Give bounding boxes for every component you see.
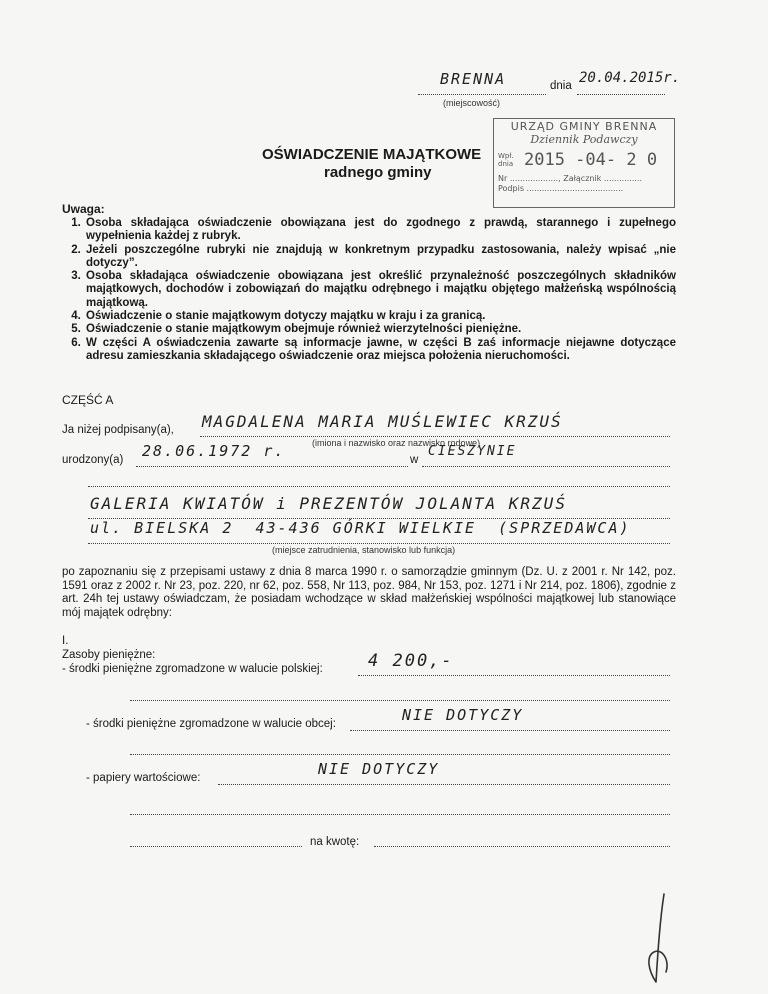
- note-item: 1. Osoba składająca oświadczenie obowiązana jest do zgodnego z prawdą, starannego i zupełnego wypełnienia każdej z rubryk.: [84, 217, 676, 244]
- foreign-field: [350, 706, 670, 731]
- date-value: 20.04.2015r.: [579, 70, 681, 86]
- notes-list: [62, 217, 676, 363]
- blank-line: [88, 472, 670, 487]
- name-caption: (imiona i nazwisko oraz nazwisko rodowe): [312, 438, 481, 448]
- stamp-received-label: Wpł. dnia: [498, 152, 514, 168]
- born-label: urodzony(a): [62, 454, 124, 466]
- employment-field-1: [88, 494, 670, 519]
- document-title: OŚWIADCZENIE MAJĄTKOWE: [262, 146, 482, 163]
- securities-field: [218, 760, 670, 785]
- stamp-signature-row: Podpis ......................................: [498, 184, 624, 193]
- amount-prefix-line: [130, 834, 302, 847]
- note-item: 2. Jeżeli poszczególne rubryki nie znajdują w konkretnym przypadku zastosowania, należy wpisać „nie dotyczy”.: [84, 244, 676, 271]
- stamp-received-date: 2015 -04- 2 0: [524, 150, 658, 170]
- date-field: [577, 70, 681, 95]
- blank-line: [130, 688, 670, 701]
- signature-initials: [640, 890, 680, 990]
- note-item: 5. Oświadczenie o stanie majątkowym obejmuje również wierzytelności pieniężne.: [84, 323, 676, 336]
- amount-field: [374, 834, 670, 847]
- legal-statement: po zapoznaniu się z przepisami ustawy z dnia 8 marca 1990 r. o samorządzie gminnym (Dz. U. z 2001 r. Nr 142, poz. 1591 oraz z 2002 r. Nr 23, poz. 220, nr 62, poz. 558, Nr 113, poz. 984, Nr 153, poz. 1271 i Nr 214, poz. 1806), zgodnie z art. 24h tej ustawy oświadczam, że posiadam wchodzące w skład małżeńskiej wspólności majątkowej lub stanowiące mój majątek odrębny:: [62, 566, 676, 619]
- note-item: 3. Osoba składająca oświadczenie obowiązana jest określić przynależność poszczególnych składników majątkowych, dochodów i zobowiązań do majątku odrębnego i majątku objętego małżeńską wspólnością majątkową.: [84, 270, 676, 310]
- employment-value-1: GALERIA KWIATÓW i PREZENTÓW JOLANTA KRZUŚ: [90, 494, 567, 513]
- birth-place-field: [422, 444, 670, 467]
- note-item: 4. Oświadczenie o stanie majątkowym dotyczy majątku w kraju i za granicą.: [84, 310, 676, 323]
- section-number: I.: [62, 635, 69, 647]
- pln-field: [358, 651, 670, 676]
- employment-field-2: [88, 519, 670, 544]
- stamp-nr-label: Nr: [498, 174, 508, 183]
- place-caption: (miejscowość): [443, 98, 501, 108]
- pln-value: 4 200,-: [368, 651, 454, 671]
- stamp-nr-row: Nr ..................., Załącznik ...............: [498, 174, 643, 183]
- registry-stamp: [493, 118, 675, 208]
- date-label: dnia: [550, 80, 572, 92]
- pln-label: - środki pieniężne zgromadzone w walucie polskiej:: [62, 663, 323, 675]
- amount-label: na kwotę:: [310, 836, 360, 848]
- foreign-value: NIE DOTYCZY: [402, 706, 524, 724]
- notes-heading: Uwaga:: [62, 202, 105, 216]
- place-value: BRENNA: [440, 70, 507, 88]
- stamp-journal: Dziennik Podawczy: [530, 133, 638, 146]
- securities-value: NIE DOTYCZY: [318, 760, 440, 778]
- blank-line: [130, 742, 670, 755]
- birth-date-value: 28.06.1972 r.: [142, 442, 286, 460]
- securities-label: - papiery wartościowe:: [86, 772, 201, 784]
- born-in-label: w: [410, 454, 419, 466]
- notes-section: [62, 202, 676, 363]
- section-heading: Zasoby pieniężne:: [62, 649, 156, 661]
- note-item: 6. W części A oświadczenia zawarte są informacje jawne, w części B zaś informacje niejawne dotyczące adresu zamieszkania składającego oświadczenie oraz miejsca położenia nieruchomości.: [84, 337, 676, 364]
- part-a-heading: CZĘŚĆ A: [62, 393, 114, 407]
- stamp-attachment-label: Załącznik: [563, 174, 602, 183]
- birth-date-field: [136, 442, 408, 467]
- foreign-label: - środki pieniężne zgromadzone w walucie obcej:: [86, 718, 336, 730]
- document-subtitle: radnego gminy: [324, 164, 432, 181]
- employment-value-2: ul. BIELSKA 2 43-436 GÓRKI WIELKIE (SPRZEDAWCA): [90, 519, 631, 537]
- blank-line: [130, 802, 670, 815]
- name-value: MAGDALENA MARIA MUŚLEWIEC KRZUŚ: [202, 412, 563, 431]
- name-field: [200, 412, 670, 437]
- stamp-office: URZĄD GMINY BRENNA: [510, 120, 658, 133]
- employment-caption: (miejsce zatrudnienia, stanowisko lub funkcja): [272, 545, 456, 555]
- stamp-signature-label: Podpis: [498, 184, 524, 193]
- place-field: [418, 70, 546, 95]
- birth-place-value: CIESZYNIE: [428, 444, 517, 459]
- signed-label: Ja niżej podpisany(a),: [62, 424, 174, 436]
